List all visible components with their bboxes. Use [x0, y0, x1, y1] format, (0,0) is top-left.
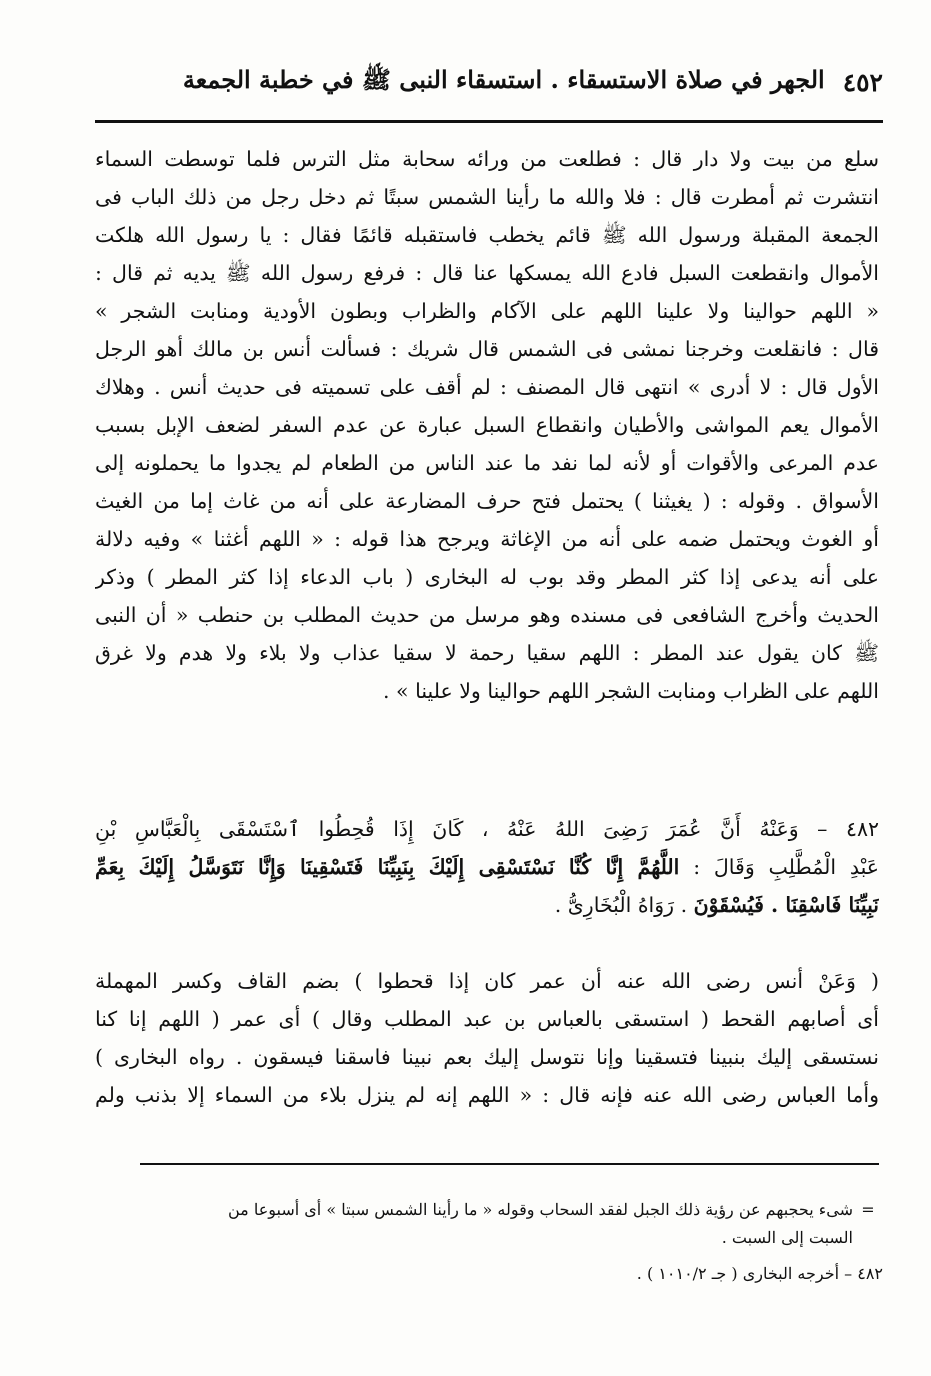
hadith-supplication: نَبِيِّنَا فَاسْقِنَا . فَيُسْقَوْنَ: [693, 893, 879, 917]
text-line: قال : فانقلعت وخرجنا نمشى فى الشمس قال شريك : فسألت أنس بن مالك أهو الرجل: [95, 337, 879, 361]
text-line: على أنه يدعى إذا كثر المطر وقد بوب له البخارى ( باب الدعاء إذا كثر المطر ) وذكر: [95, 565, 879, 589]
text-line: أو الغوث ويحتمل ضمه على أنه من الإغاثة ويرجح هذا قوله : « اللهم أغثنا » وفيه دلالة: [95, 527, 879, 551]
running-header: [100, 62, 883, 102]
header-rule: [95, 120, 883, 123]
hadith-source: . رَوَاهُ الْبُخَارِىُّ .: [554, 893, 688, 917]
text-line: وأما العباس رضى الله عنه فإنه قال : « اللهم إنه لم ينزل بلاء من السماء إلا بذنب ولم: [95, 1083, 879, 1107]
text-line: أى أصابهم القحط ( استسقى بالعباس بن عبد المطلب وقال ) أى عمر ( اللهم إنا كنا: [95, 1007, 879, 1031]
text-line: ( وَعَنْ أنس رضى الله عنه أن عمر كان إذا قحطوا ) بضم القاف وكسر المهملة: [95, 969, 879, 993]
text-line: الجمعة المقبلة ورسول الله ﷺ قائم يخطب فاستقبله قائمًا فقال : يا رسول الله هلكت: [95, 223, 879, 247]
footnote-rule: [140, 1163, 879, 1165]
text-line: اللهم على الظراب ومنابت الشجر اللهم حوالينا ولا علينا » .: [382, 679, 879, 703]
text-line: نستسقى إليك بنبينا فتسقينا وإنا نتوسل إليك بعم نبينا فاسقنا فيسقون . رواه البخارى ): [95, 1045, 879, 1069]
text-line: الأسواق . وقوله : ( يغيثنا ) يحتمل فتح حرف المضارعة على أنه من غاث إما من الغيث: [95, 489, 879, 513]
hadith-commentary: [95, 962, 879, 1114]
page-number: ٤٥٢: [842, 67, 883, 97]
text-line: عدم المرعى والأقوات أو لأنه لما نفد ما عند الناس من الطعام لم يجدوا ما يحملونه إلى: [95, 451, 879, 475]
text-line: انتشرت ثم أمطرت قال : فلا والله ما رأينا الشمس سبتًا ثم دخل رجل من ذلك الباب فى: [95, 185, 879, 209]
hadith-line: [95, 886, 879, 924]
text-line: ﷺ كان يقول عند المطر : اللهم سقيا رحمة لا سقيا عذاب ولا بلاء ولا هدم ولا غرق: [95, 641, 879, 665]
text-line: الأموال يعم المواشى والأطيان وانقطاع السبل عبارة عن عدم السفر لضعف الإبل بسبب: [95, 413, 879, 437]
footnote-continued: [110, 1196, 883, 1252]
footnote-line: شىء يحجبهم عن رؤية ذلك الجبل لفقد السحاب وقوله « ما رأينا الشمس سبتا » أى أسبوعا من: [227, 1200, 853, 1219]
footnote-reference: ٤٨٢ – أخرجه البخارى ( جـ ١٠١٠/٢ ) .: [636, 1264, 883, 1283]
text-line: الحديث وأخرج الشافعى فى مسنده وهو مرسل من حديث المطلب بن حنطب « أن النبى: [95, 603, 879, 627]
hadith-line: ٤٨٢ – وَعَنْهُ أَنَّ عُمَرَ رَضِىَ اللهُ عَنْهُ ، كَانَ إِذَا قُحِطُوا ٱسْتَسْقَى بِالْعَبَّاسِ بْنِ: [95, 817, 879, 841]
footnote-line: السبت إلى السبت .: [721, 1228, 853, 1247]
hadith-line: [95, 848, 879, 886]
hadith-supplication: اللَّهُمَّ إِنَّا كُنَّا نَسْتَسْقِى إِلَيْكَ بِنَبِيِّنَا فَتَسْقِينَا وَإِنَّا نَتَوَسَّلُ إِلَيْكَ بِعَمِّ: [95, 855, 680, 879]
text-line: الأموال وانقطعت السبل فادع الله يمسكها عنا قال : فرفع رسول الله ﷺ يديه ثم قال :: [95, 261, 879, 285]
text-line: « اللهم حوالينا ولا علينا اللهم على الآكام والظراب وبطون الأودية ومنابت الشجر »: [95, 299, 879, 323]
text-line: سلع من بيت ولا دار قال : فطلعت من ورائه سحابة مثل الترس فلما توسطت السماء: [95, 147, 879, 171]
hadith-482: [95, 810, 879, 924]
hadith-text: عَبْدِ الْمُطَّلِبِ وَقَالَ :: [693, 855, 879, 879]
running-title: الجهر في صلاة الاستسقاء . استسقاء النبى ﷺ في خطبة الجمعة: [182, 64, 825, 94]
footnotes: [110, 1196, 883, 1288]
commentary-continuation: [95, 140, 879, 710]
text-line: الأول قال : لا أدرى » انتهى قال المصنف : لم أقف على تسميته فى حديث أنس . وهلاك: [95, 375, 879, 399]
continuation-mark: =: [861, 1200, 875, 1219]
